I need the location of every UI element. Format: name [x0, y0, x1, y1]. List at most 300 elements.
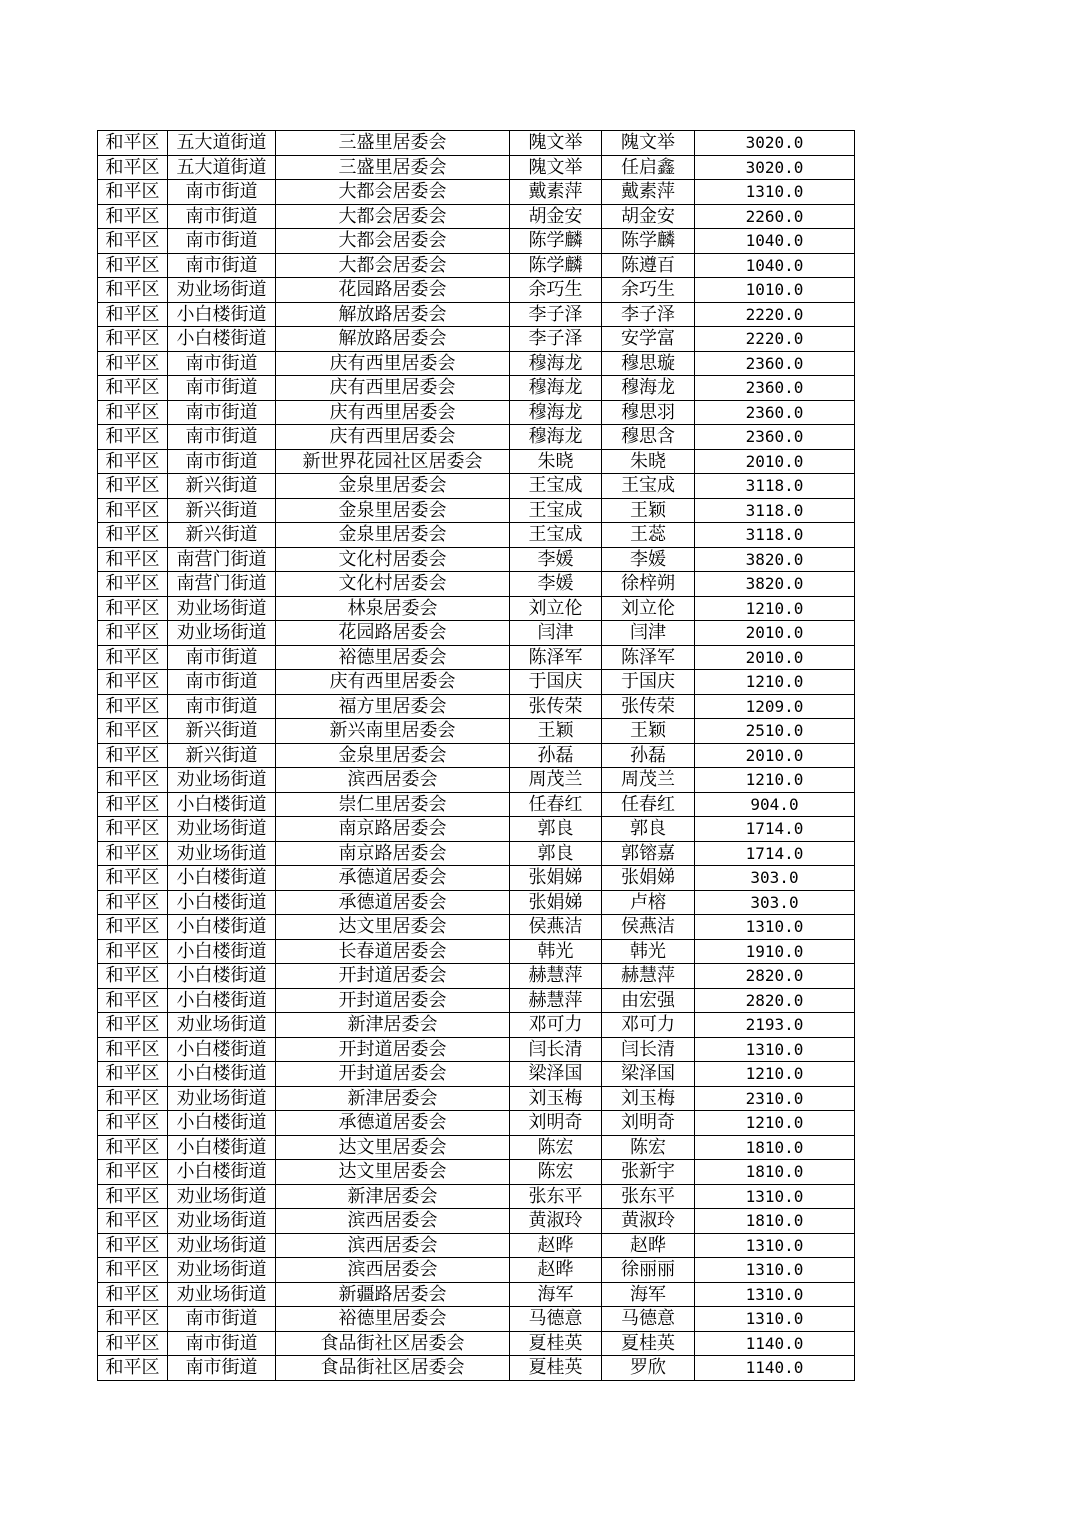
district-cell: 和平区 — [98, 645, 168, 670]
table-row — [98, 327, 855, 352]
amount-cell: 1810.0 — [695, 1160, 855, 1185]
table-row — [98, 1135, 855, 1160]
table-row — [98, 915, 855, 940]
member-cell: 侯燕洁 — [602, 915, 695, 940]
table-row — [98, 278, 855, 303]
table-row — [98, 1258, 855, 1283]
member-cell: 穆思羽 — [602, 400, 695, 425]
amount-cell: 1310.0 — [695, 1233, 855, 1258]
amount-cell: 2820.0 — [695, 964, 855, 989]
committee-cell: 庆有西里居委会 — [276, 425, 510, 450]
amount-cell: 1040.0 — [695, 253, 855, 278]
member-cell: 任春红 — [602, 792, 695, 817]
applicant-cell: 郭良 — [510, 817, 602, 842]
applicant-cell: 陈泽军 — [510, 645, 602, 670]
amount-cell: 1714.0 — [695, 841, 855, 866]
district-cell: 和平区 — [98, 253, 168, 278]
street-cell: 南营门街道 — [168, 572, 276, 597]
district-cell: 和平区 — [98, 890, 168, 915]
table-row — [98, 1331, 855, 1356]
committee-cell: 开封道居委会 — [276, 1037, 510, 1062]
street-cell: 小白楼街道 — [168, 1037, 276, 1062]
street-cell: 小白楼街道 — [168, 1062, 276, 1087]
amount-cell: 1210.0 — [695, 1062, 855, 1087]
committee-cell: 福方里居委会 — [276, 694, 510, 719]
member-cell: 郭镕嘉 — [602, 841, 695, 866]
street-cell: 新兴街道 — [168, 523, 276, 548]
district-cell: 和平区 — [98, 1160, 168, 1185]
district-cell: 和平区 — [98, 1282, 168, 1307]
committee-cell: 食品街社区居委会 — [276, 1356, 510, 1381]
table-row — [98, 939, 855, 964]
street-cell: 南市街道 — [168, 1356, 276, 1381]
amount-cell: 2220.0 — [695, 302, 855, 327]
table-row — [98, 1209, 855, 1234]
member-cell: 胡金安 — [602, 204, 695, 229]
table-row — [98, 841, 855, 866]
table-row — [98, 694, 855, 719]
committee-cell: 新津居委会 — [276, 1184, 510, 1209]
amount-cell: 2360.0 — [695, 351, 855, 376]
member-cell: 海军 — [602, 1282, 695, 1307]
street-cell: 劝业场街道 — [168, 596, 276, 621]
committee-cell: 新兴南里居委会 — [276, 719, 510, 744]
applicant-cell: 刘立伦 — [510, 596, 602, 621]
amount-cell: 1910.0 — [695, 939, 855, 964]
district-cell: 和平区 — [98, 572, 168, 597]
street-cell: 南市街道 — [168, 1331, 276, 1356]
committee-cell: 承德道居委会 — [276, 866, 510, 891]
member-cell: 穆思含 — [602, 425, 695, 450]
district-cell: 和平区 — [98, 1037, 168, 1062]
district-cell: 和平区 — [98, 694, 168, 719]
applicant-cell: 张娟娣 — [510, 866, 602, 891]
applicant-cell: 陈宏 — [510, 1135, 602, 1160]
district-cell: 和平区 — [98, 547, 168, 572]
table-row — [98, 155, 855, 180]
amount-cell: 3820.0 — [695, 547, 855, 572]
applicant-cell: 李媛 — [510, 547, 602, 572]
amount-cell: 904.0 — [695, 792, 855, 817]
applicant-cell: 海军 — [510, 1282, 602, 1307]
table-row — [98, 621, 855, 646]
amount-cell: 3118.0 — [695, 474, 855, 499]
street-cell: 南市街道 — [168, 253, 276, 278]
committee-cell: 开封道居委会 — [276, 988, 510, 1013]
table-row — [98, 400, 855, 425]
applicant-cell: 韩光 — [510, 939, 602, 964]
applicant-cell: 刘明奇 — [510, 1111, 602, 1136]
member-cell: 余巧生 — [602, 278, 695, 303]
table-row — [98, 572, 855, 597]
applicant-cell: 黄淑玲 — [510, 1209, 602, 1234]
committee-cell: 崇仁里居委会 — [276, 792, 510, 817]
street-cell: 南市街道 — [168, 1307, 276, 1332]
amount-cell: 2360.0 — [695, 425, 855, 450]
committee-cell: 裕德里居委会 — [276, 645, 510, 670]
member-cell: 夏桂英 — [602, 1331, 695, 1356]
committee-cell: 开封道居委会 — [276, 1062, 510, 1087]
table-row — [98, 817, 855, 842]
table-row — [98, 523, 855, 548]
applicant-cell: 张娟娣 — [510, 890, 602, 915]
member-cell: 刘立伦 — [602, 596, 695, 621]
amount-cell: 1310.0 — [695, 1037, 855, 1062]
member-cell: 闫长清 — [602, 1037, 695, 1062]
district-cell: 和平区 — [98, 1209, 168, 1234]
district-cell: 和平区 — [98, 327, 168, 352]
table-row — [98, 1037, 855, 1062]
amount-cell: 1210.0 — [695, 596, 855, 621]
street-cell: 新兴街道 — [168, 498, 276, 523]
committee-cell: 新津居委会 — [276, 1013, 510, 1038]
applicant-cell: 穆海龙 — [510, 376, 602, 401]
committee-cell: 花园路居委会 — [276, 278, 510, 303]
amount-cell: 303.0 — [695, 890, 855, 915]
district-cell: 和平区 — [98, 719, 168, 744]
committee-cell: 金泉里居委会 — [276, 523, 510, 548]
member-cell: 周茂兰 — [602, 768, 695, 793]
committee-cell: 承德道居委会 — [276, 1111, 510, 1136]
member-cell: 韩光 — [602, 939, 695, 964]
applicant-cell: 王宝成 — [510, 523, 602, 548]
applicant-cell: 李媛 — [510, 572, 602, 597]
amount-cell: 1209.0 — [695, 694, 855, 719]
amount-cell: 1310.0 — [695, 915, 855, 940]
street-cell: 小白楼街道 — [168, 915, 276, 940]
amount-cell: 1310.0 — [695, 180, 855, 205]
district-cell: 和平区 — [98, 131, 168, 156]
member-cell: 王蕊 — [602, 523, 695, 548]
table-row — [98, 449, 855, 474]
member-cell: 穆思璇 — [602, 351, 695, 376]
district-cell: 和平区 — [98, 474, 168, 499]
applicant-cell: 李子泽 — [510, 302, 602, 327]
applicant-cell: 穆海龙 — [510, 425, 602, 450]
street-cell: 南市街道 — [168, 400, 276, 425]
committee-cell: 林泉居委会 — [276, 596, 510, 621]
street-cell: 小白楼街道 — [168, 964, 276, 989]
applicant-cell: 赫慧萍 — [510, 964, 602, 989]
district-cell: 和平区 — [98, 523, 168, 548]
street-cell: 小白楼街道 — [168, 890, 276, 915]
amount-cell: 3020.0 — [695, 131, 855, 156]
committee-cell: 南京路居委会 — [276, 817, 510, 842]
amount-cell: 2220.0 — [695, 327, 855, 352]
table-row — [98, 1282, 855, 1307]
district-cell: 和平区 — [98, 1331, 168, 1356]
member-cell: 任启鑫 — [602, 155, 695, 180]
district-cell: 和平区 — [98, 939, 168, 964]
applicant-cell: 王颖 — [510, 719, 602, 744]
applicant-cell: 赵晔 — [510, 1233, 602, 1258]
member-cell: 张新宇 — [602, 1160, 695, 1185]
street-cell: 劝业场街道 — [168, 1209, 276, 1234]
applicant-cell: 穆海龙 — [510, 400, 602, 425]
district-cell: 和平区 — [98, 1184, 168, 1209]
applicant-cell: 刘玉梅 — [510, 1086, 602, 1111]
street-cell: 南营门街道 — [168, 547, 276, 572]
applicant-cell: 王宝成 — [510, 474, 602, 499]
member-cell: 郭良 — [602, 817, 695, 842]
district-cell: 和平区 — [98, 376, 168, 401]
member-cell: 陈宏 — [602, 1135, 695, 1160]
street-cell: 劝业场街道 — [168, 1013, 276, 1038]
district-cell: 和平区 — [98, 792, 168, 817]
table-row — [98, 1160, 855, 1185]
applicant-cell: 郭良 — [510, 841, 602, 866]
committee-cell: 滨西居委会 — [276, 1209, 510, 1234]
applicant-cell: 赫慧萍 — [510, 988, 602, 1013]
member-cell: 李子泽 — [602, 302, 695, 327]
street-cell: 南市街道 — [168, 425, 276, 450]
applicant-cell: 夏桂英 — [510, 1356, 602, 1381]
member-cell: 陈泽军 — [602, 645, 695, 670]
applicant-cell: 张东平 — [510, 1184, 602, 1209]
table-row — [98, 1013, 855, 1038]
table-row — [98, 1307, 855, 1332]
applicant-cell: 孙磊 — [510, 743, 602, 768]
district-cell: 和平区 — [98, 670, 168, 695]
district-cell: 和平区 — [98, 743, 168, 768]
amount-cell: 2820.0 — [695, 988, 855, 1013]
applicant-cell: 陈学麟 — [510, 229, 602, 254]
applicant-cell: 朱晓 — [510, 449, 602, 474]
applicant-cell: 张传荣 — [510, 694, 602, 719]
district-cell: 和平区 — [98, 278, 168, 303]
street-cell: 小白楼街道 — [168, 1111, 276, 1136]
committee-cell: 南京路居委会 — [276, 841, 510, 866]
amount-cell: 2010.0 — [695, 645, 855, 670]
district-cell: 和平区 — [98, 1111, 168, 1136]
amount-cell: 1040.0 — [695, 229, 855, 254]
table-row — [98, 866, 855, 891]
street-cell: 劝业场街道 — [168, 768, 276, 793]
district-cell: 和平区 — [98, 498, 168, 523]
district-cell: 和平区 — [98, 180, 168, 205]
table-row — [98, 645, 855, 670]
district-cell: 和平区 — [98, 1307, 168, 1332]
amount-cell: 3118.0 — [695, 498, 855, 523]
table-row — [98, 768, 855, 793]
street-cell: 新兴街道 — [168, 474, 276, 499]
member-cell: 罗欣 — [602, 1356, 695, 1381]
district-cell: 和平区 — [98, 400, 168, 425]
amount-cell: 1714.0 — [695, 817, 855, 842]
committee-cell: 文化村居委会 — [276, 572, 510, 597]
committee-cell: 大都会居委会 — [276, 180, 510, 205]
committee-cell: 金泉里居委会 — [276, 474, 510, 499]
applicant-cell: 邓可力 — [510, 1013, 602, 1038]
committee-cell: 承德道居委会 — [276, 890, 510, 915]
district-cell: 和平区 — [98, 817, 168, 842]
table-row — [98, 890, 855, 915]
member-cell: 孙磊 — [602, 743, 695, 768]
table-row — [98, 1062, 855, 1087]
street-cell: 劝业场街道 — [168, 1184, 276, 1209]
committee-cell: 达文里居委会 — [276, 915, 510, 940]
amount-cell: 1140.0 — [695, 1331, 855, 1356]
street-cell: 南市街道 — [168, 645, 276, 670]
member-cell: 安学富 — [602, 327, 695, 352]
committee-cell: 解放路居委会 — [276, 327, 510, 352]
member-cell: 赵晔 — [602, 1233, 695, 1258]
district-cell: 和平区 — [98, 1062, 168, 1087]
table-row — [98, 498, 855, 523]
committee-cell: 庆有西里居委会 — [276, 400, 510, 425]
applicant-cell: 戴素萍 — [510, 180, 602, 205]
district-cell: 和平区 — [98, 155, 168, 180]
street-cell: 劝业场街道 — [168, 1086, 276, 1111]
street-cell: 劝业场街道 — [168, 1233, 276, 1258]
member-cell: 于国庆 — [602, 670, 695, 695]
district-cell: 和平区 — [98, 866, 168, 891]
committee-cell: 滨西居委会 — [276, 1258, 510, 1283]
street-cell: 小白楼街道 — [168, 1160, 276, 1185]
street-cell: 小白楼街道 — [168, 866, 276, 891]
street-cell: 劝业场街道 — [168, 1282, 276, 1307]
committee-cell: 三盛里居委会 — [276, 131, 510, 156]
table-row — [98, 743, 855, 768]
applicant-cell: 马德意 — [510, 1307, 602, 1332]
district-cell: 和平区 — [98, 351, 168, 376]
member-cell: 徐丽丽 — [602, 1258, 695, 1283]
district-cell: 和平区 — [98, 988, 168, 1013]
table-row — [98, 474, 855, 499]
member-cell: 赫慧萍 — [602, 964, 695, 989]
district-cell: 和平区 — [98, 1258, 168, 1283]
member-cell: 卢榕 — [602, 890, 695, 915]
applicant-cell: 任春红 — [510, 792, 602, 817]
table-row — [98, 425, 855, 450]
applicant-cell: 周茂兰 — [510, 768, 602, 793]
committee-cell: 解放路居委会 — [276, 302, 510, 327]
member-cell: 梁泽国 — [602, 1062, 695, 1087]
street-cell: 南市街道 — [168, 351, 276, 376]
committee-cell: 新津居委会 — [276, 1086, 510, 1111]
applicant-cell: 穆海龙 — [510, 351, 602, 376]
amount-cell: 1210.0 — [695, 1111, 855, 1136]
amount-cell: 1310.0 — [695, 1307, 855, 1332]
table-row — [98, 180, 855, 205]
table-row — [98, 1233, 855, 1258]
member-cell: 张东平 — [602, 1184, 695, 1209]
street-cell: 小白楼街道 — [168, 1135, 276, 1160]
amount-cell: 1810.0 — [695, 1135, 855, 1160]
applicant-cell: 侯燕洁 — [510, 915, 602, 940]
amount-cell: 1310.0 — [695, 1258, 855, 1283]
district-cell: 和平区 — [98, 1086, 168, 1111]
member-cell: 陈遵百 — [602, 253, 695, 278]
member-cell: 陈学麟 — [602, 229, 695, 254]
table-row — [98, 719, 855, 744]
district-cell: 和平区 — [98, 1356, 168, 1381]
amount-cell: 1010.0 — [695, 278, 855, 303]
member-cell: 张娟娣 — [602, 866, 695, 891]
member-cell: 刘玉梅 — [602, 1086, 695, 1111]
member-cell: 黄淑玲 — [602, 1209, 695, 1234]
amount-cell: 303.0 — [695, 866, 855, 891]
table-row — [98, 1356, 855, 1381]
member-cell: 王颖 — [602, 719, 695, 744]
district-cell: 和平区 — [98, 1013, 168, 1038]
table-row — [98, 204, 855, 229]
member-cell: 由宏强 — [602, 988, 695, 1013]
amount-cell: 3118.0 — [695, 523, 855, 548]
table-row — [98, 670, 855, 695]
district-cell: 和平区 — [98, 204, 168, 229]
committee-cell: 三盛里居委会 — [276, 155, 510, 180]
committee-cell: 新世界花园社区居委会 — [276, 449, 510, 474]
member-cell: 王颖 — [602, 498, 695, 523]
table-row — [98, 376, 855, 401]
table-row — [98, 1086, 855, 1111]
applicant-cell: 闫津 — [510, 621, 602, 646]
table-row — [98, 1184, 855, 1209]
amount-cell: 1310.0 — [695, 1184, 855, 1209]
table-row — [98, 229, 855, 254]
table-row — [98, 792, 855, 817]
applicant-cell: 梁泽国 — [510, 1062, 602, 1087]
district-cell: 和平区 — [98, 768, 168, 793]
district-cell: 和平区 — [98, 1233, 168, 1258]
member-cell: 张传荣 — [602, 694, 695, 719]
street-cell: 五大道街道 — [168, 155, 276, 180]
member-cell: 闫津 — [602, 621, 695, 646]
street-cell: 南市街道 — [168, 204, 276, 229]
street-cell: 劝业场街道 — [168, 817, 276, 842]
applicant-cell: 隗文举 — [510, 155, 602, 180]
amount-cell: 1810.0 — [695, 1209, 855, 1234]
street-cell: 劝业场街道 — [168, 278, 276, 303]
table-row — [98, 988, 855, 1013]
applicant-cell: 胡金安 — [510, 204, 602, 229]
street-cell: 小白楼街道 — [168, 792, 276, 817]
street-cell: 劝业场街道 — [168, 841, 276, 866]
applicant-cell: 赵晔 — [510, 1258, 602, 1283]
committee-cell: 新疆路居委会 — [276, 1282, 510, 1307]
street-cell: 南市街道 — [168, 694, 276, 719]
committee-cell: 花园路居委会 — [276, 621, 510, 646]
committee-cell: 大都会居委会 — [276, 204, 510, 229]
applicant-cell: 李子泽 — [510, 327, 602, 352]
street-cell: 南市街道 — [168, 180, 276, 205]
member-cell: 王宝成 — [602, 474, 695, 499]
district-cell: 和平区 — [98, 596, 168, 621]
applicant-cell: 王宝成 — [510, 498, 602, 523]
committee-cell: 长春道居委会 — [276, 939, 510, 964]
table-body — [98, 131, 855, 1381]
street-cell: 劝业场街道 — [168, 1258, 276, 1283]
table-row — [98, 131, 855, 156]
member-cell: 徐梓朔 — [602, 572, 695, 597]
district-cell: 和平区 — [98, 1135, 168, 1160]
street-cell: 南市街道 — [168, 449, 276, 474]
committee-cell: 裕德里居委会 — [276, 1307, 510, 1332]
district-cell: 和平区 — [98, 915, 168, 940]
street-cell: 南市街道 — [168, 229, 276, 254]
amount-cell: 2360.0 — [695, 400, 855, 425]
street-cell: 新兴街道 — [168, 719, 276, 744]
member-cell: 李媛 — [602, 547, 695, 572]
amount-cell: 2193.0 — [695, 1013, 855, 1038]
applicant-cell: 隗文举 — [510, 131, 602, 156]
district-cell: 和平区 — [98, 449, 168, 474]
amount-cell: 3020.0 — [695, 155, 855, 180]
table-row — [98, 547, 855, 572]
amount-cell: 2360.0 — [695, 376, 855, 401]
committee-cell: 金泉里居委会 — [276, 743, 510, 768]
